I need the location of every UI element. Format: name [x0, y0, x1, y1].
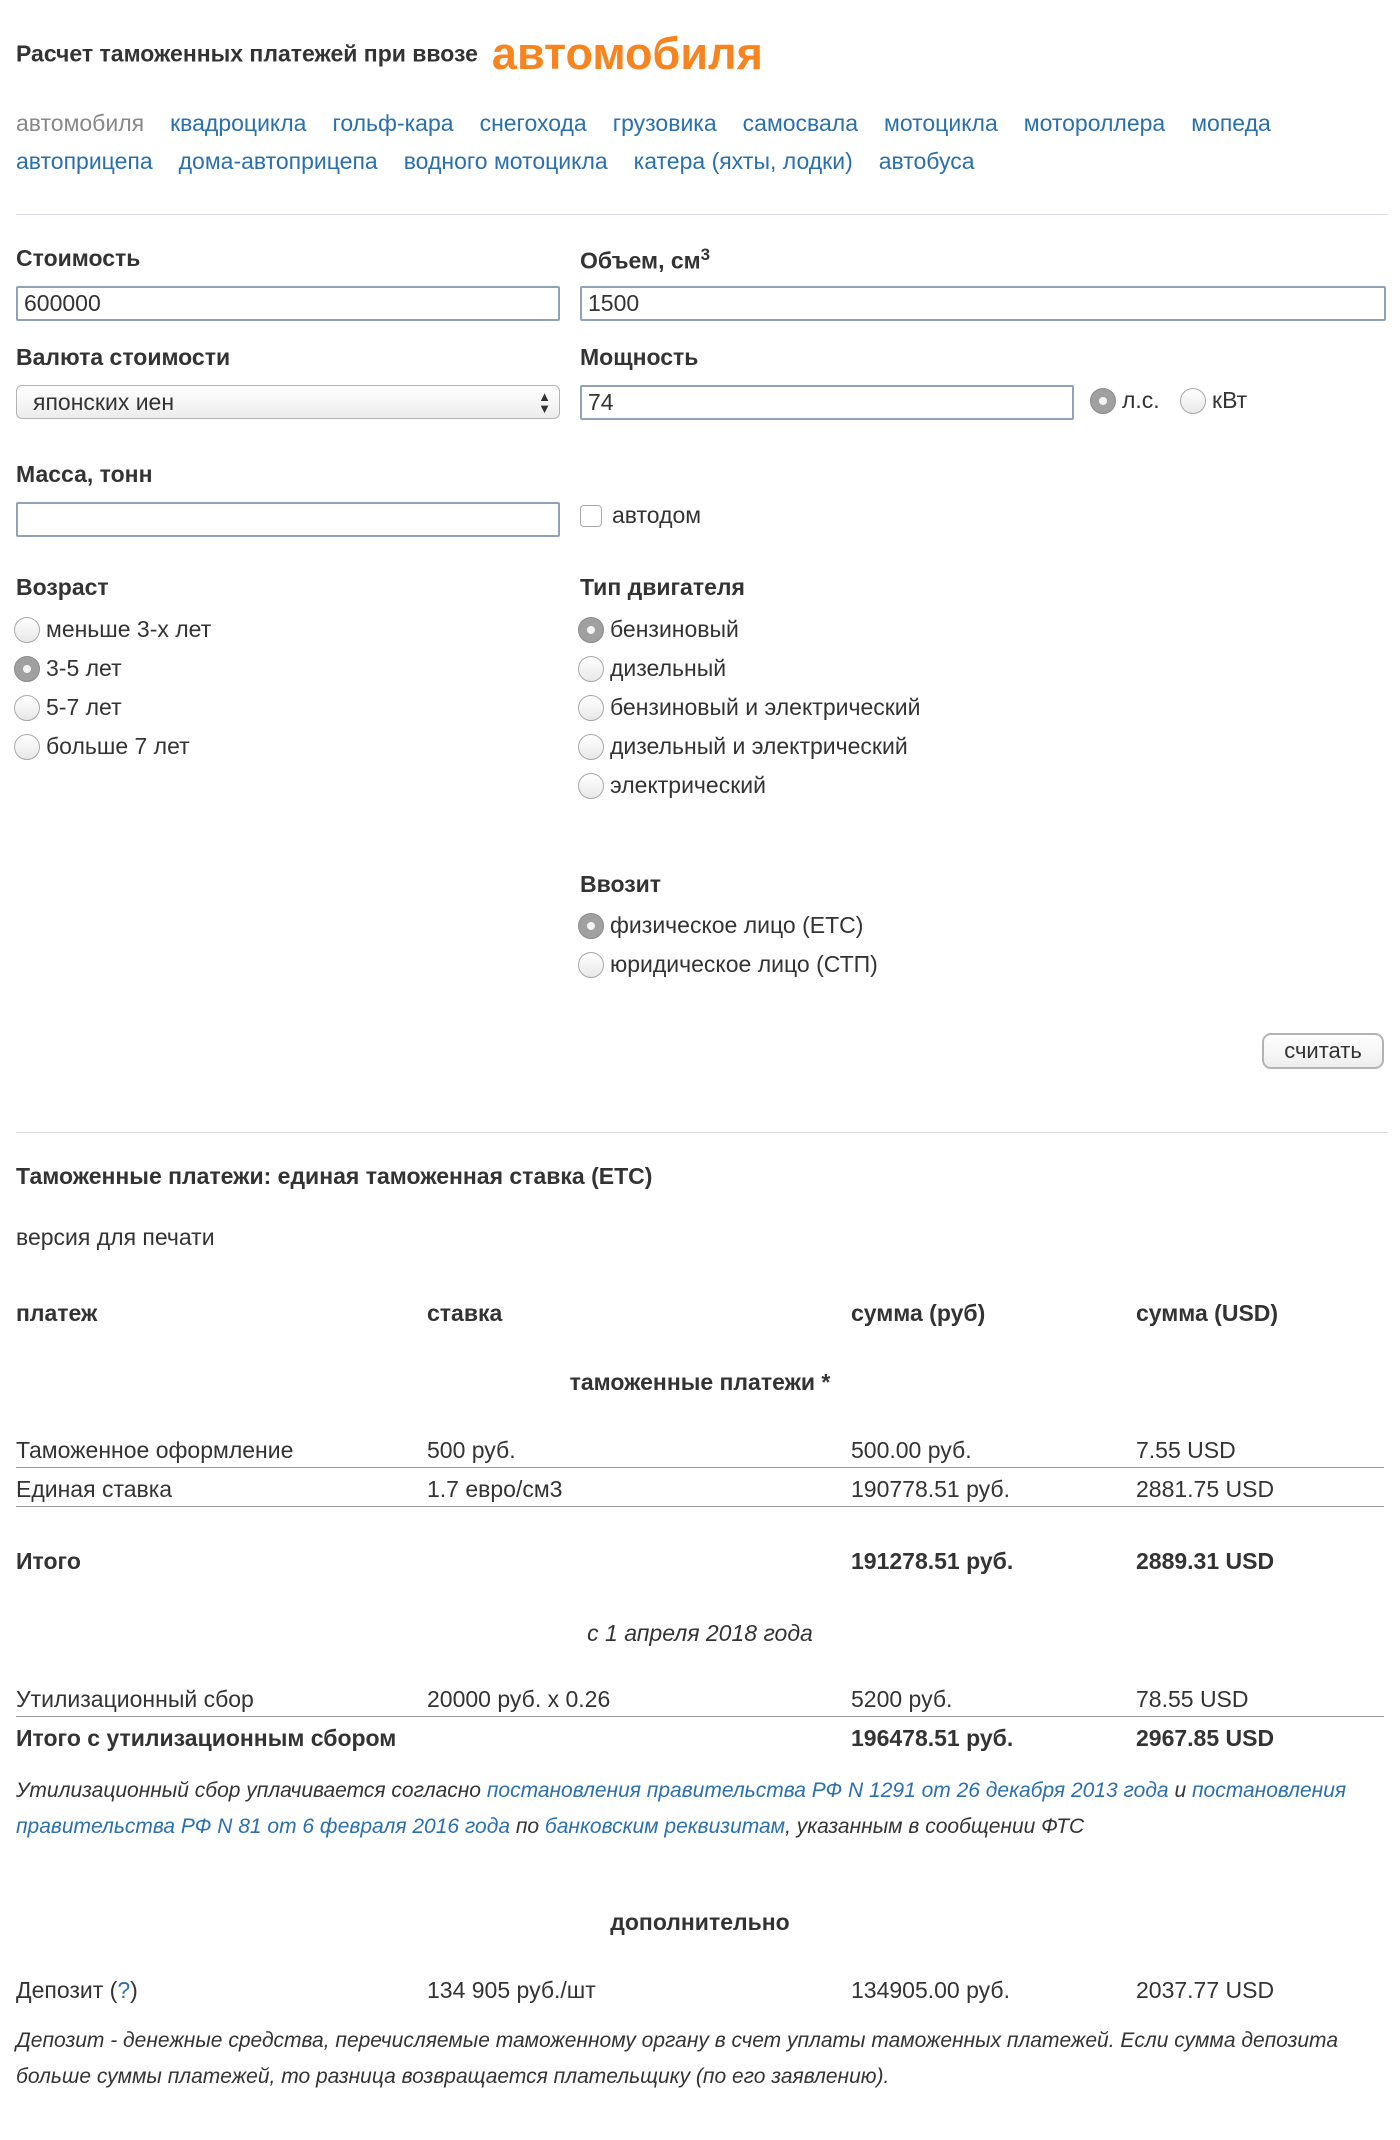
engine-radio[interactable]: [578, 734, 604, 760]
volume-label-sup: 3: [700, 245, 711, 264]
vehicle-type-dump-truck[interactable]: самосвала: [742, 110, 859, 136]
table-row-usd: 2881.75 USD: [1136, 1476, 1275, 1502]
engine-option[interactable]: [578, 616, 739, 643]
vehicle-type-camper-trailer[interactable]: дома-автоприцепа: [178, 148, 378, 174]
power-label: Мощность: [580, 344, 699, 370]
since-date-note: с 1 апреля 2018 года: [587, 1620, 813, 1646]
results-heading: Таможенные платежи: единая таможенная ставка (ЕТС): [16, 1163, 653, 1189]
importer-label: Ввозит: [580, 871, 662, 897]
vehicle-type-moped[interactable]: мопеда: [1191, 110, 1271, 136]
power-unit-kw-radio[interactable]: [1180, 388, 1206, 414]
engine-option[interactable]: [578, 694, 921, 721]
engine-option-label: электрический: [610, 772, 766, 798]
bank-details-link[interactable]: банковским реквизитам: [544, 1815, 786, 1838]
total-usd: 2889.31 USD: [1136, 1548, 1275, 1574]
table-row-name: Таможенное оформление: [16, 1437, 294, 1463]
engine-radio[interactable]: [578, 656, 604, 682]
engine-option[interactable]: [578, 772, 766, 799]
row-divider: [16, 1467, 1384, 1468]
mass-label: Масса, тонн: [16, 461, 153, 487]
decree-1291-link[interactable]: постановления правительства РФ N 1291 от 26 декабря 2013 года: [486, 1779, 1169, 1802]
recycling-fee-rub: 5200 руб.: [851, 1686, 953, 1712]
importer-option[interactable]: [578, 951, 878, 978]
vehicle-type-bus[interactable]: автобуса: [878, 148, 975, 174]
vehicle-type-scooter[interactable]: мотороллера: [1023, 110, 1166, 136]
volume-label: [580, 245, 710, 275]
deposit-usd: 2037.77 USD: [1136, 1977, 1275, 2003]
deposit-name-text: Депозит (: [16, 1977, 118, 2003]
total-with-recycling-name: Итого с утилизационным сбором: [16, 1725, 397, 1751]
age-option-label: 5-7 лет: [46, 694, 122, 720]
age-radio[interactable]: [14, 695, 40, 721]
table-row-usd: 7.55 USD: [1136, 1437, 1236, 1463]
currency-select-value: японских иен: [33, 389, 175, 415]
table-row-rub: 190778.51 руб.: [851, 1476, 1010, 1502]
age-option[interactable]: [14, 694, 122, 721]
decree-81-link[interactable]: постановления правительства РФ N 81 от 6 февраля 2016 года: [16, 1779, 1347, 1838]
recycling-note-text: и: [1168, 1779, 1192, 1802]
currency-select[interactable]: [16, 385, 560, 419]
section-customs-payments: таможенные платежи *: [569, 1369, 831, 1395]
power-unit-hp-label: л.с.: [1122, 387, 1160, 413]
mass-input[interactable]: [16, 502, 560, 537]
deposit-rub: 134905.00 руб.: [851, 1977, 1010, 2003]
age-radio[interactable]: [14, 617, 40, 643]
page-title-prefix: Расчет таможенных платежей при ввозе: [16, 40, 478, 67]
recycling-note-text: по: [510, 1815, 545, 1838]
total-name: Итого: [16, 1548, 81, 1574]
column-header-rub: сумма (руб): [851, 1300, 986, 1326]
motorhome-option[interactable]: [580, 502, 701, 529]
deposit-help-link[interactable]: ?: [117, 1977, 131, 2003]
power-unit-hp-radio[interactable]: [1090, 388, 1116, 414]
importer-radio[interactable]: [578, 913, 604, 939]
age-option-label: меньше 3-х лет: [46, 616, 212, 642]
deposit-note: Депозит - денежные средства, перечисляемые таможенному органу в счет уплаты таможенных платежей. Если сумма депозита больше суммы платежей, то разница возвращается плательщику (по его заявлению).: [16, 2029, 1338, 2088]
motorhome-checkbox[interactable]: [580, 505, 602, 527]
age-option-label: 3-5 лет: [46, 655, 122, 681]
engine-radio[interactable]: [578, 773, 604, 799]
importer-option-label: физическое лицо (ЕТС): [610, 912, 864, 938]
total-rub: 191278.51 руб.: [851, 1548, 1014, 1574]
calculate-button[interactable]: считать: [1262, 1033, 1384, 1069]
engine-option-label: дизельный и электрический: [610, 733, 908, 759]
cost-input[interactable]: [16, 286, 560, 321]
row-divider: [16, 1716, 1384, 1717]
total-with-recycling-usd: 2967.85 USD: [1136, 1725, 1275, 1751]
vehicle-type-jet-ski[interactable]: водного мотоцикла: [403, 148, 608, 174]
power-unit-kw-option[interactable]: [1180, 387, 1247, 414]
age-option-label: больше 7 лет: [46, 733, 190, 759]
vehicle-type-snowmobile[interactable]: снегохода: [479, 110, 587, 136]
vehicle-type-car: автомобиля: [16, 110, 145, 136]
age-radio[interactable]: [14, 734, 40, 760]
recycling-fee-name: Утилизационный сбор: [16, 1686, 254, 1712]
print-version-link[interactable]: версия для печати: [16, 1224, 215, 1250]
column-header-usd: сумма (USD): [1136, 1300, 1279, 1326]
table-row-rub: 500.00 руб.: [851, 1437, 972, 1463]
engine-option[interactable]: [578, 733, 908, 760]
vehicle-type-golf-cart[interactable]: гольф-кара: [332, 110, 454, 136]
divider-results: [16, 1132, 1388, 1133]
engine-radio[interactable]: [578, 617, 604, 643]
deposit-name-end: ): [130, 1977, 138, 2003]
importer-option-label: юридическое лицо (СТП): [610, 951, 878, 977]
age-option[interactable]: [14, 655, 122, 682]
motorhome-label: автодом: [612, 502, 702, 528]
importer-radio[interactable]: [578, 952, 604, 978]
engine-option-label: бензиновый: [610, 616, 739, 642]
volume-input[interactable]: [580, 286, 1386, 321]
recycling-note-text: , указанным в сообщении ФТС: [785, 1815, 1085, 1838]
divider-top: [16, 214, 1388, 215]
engine-radio[interactable]: [578, 695, 604, 721]
vehicle-type-truck[interactable]: грузовика: [612, 110, 717, 136]
vehicle-type-boat[interactable]: катера (яхты, лодки): [633, 148, 853, 174]
age-option[interactable]: [14, 733, 190, 760]
select-arrows-icon: ▲ ▼: [538, 389, 551, 416]
importer-option[interactable]: [578, 912, 863, 939]
engine-option-label: дизельный: [610, 655, 727, 681]
age-label: Возраст: [16, 574, 109, 600]
total-with-recycling-rub: 196478.51 руб.: [851, 1725, 1014, 1751]
engine-label: Тип двигателя: [580, 574, 745, 600]
table-row-rate: 1.7 евро/см3: [427, 1476, 563, 1502]
page-title-vehicle: автомобиля: [491, 28, 763, 79]
page-title: [16, 28, 763, 80]
section-additional: дополнительно: [610, 1909, 790, 1935]
vehicle-type-motorcycle[interactable]: мотоцикла: [884, 110, 998, 136]
volume-label-text: Объем, см: [580, 247, 701, 274]
vehicle-type-nav: [16, 104, 1386, 180]
column-header-payment: платеж: [16, 1300, 98, 1326]
age-radio[interactable]: [14, 656, 40, 682]
power-unit-kw-label: кВт: [1212, 387, 1248, 413]
row-divider: [16, 1506, 1384, 1507]
recycling-note-text: Утилизационный сбор уплачивается согласно: [16, 1779, 487, 1802]
recycling-fee-rate: 20000 руб. x 0.26: [427, 1686, 611, 1712]
table-row-rate: 500 руб.: [427, 1437, 516, 1463]
cost-label: Стоимость: [16, 245, 141, 271]
recycling-fee-usd: 78.55 USD: [1136, 1686, 1249, 1712]
vehicle-type-quad[interactable]: квадроцикла: [170, 110, 307, 136]
power-input[interactable]: [580, 385, 1074, 420]
table-row-name: Единая ставка: [16, 1476, 173, 1502]
column-header-rate: ставка: [427, 1300, 503, 1326]
deposit-name: [16, 1977, 138, 2004]
age-option[interactable]: [14, 616, 211, 643]
vehicle-type-trailer[interactable]: автоприцепа: [16, 148, 153, 174]
power-unit-hp-option[interactable]: [1090, 387, 1160, 414]
currency-label: Валюта стоимости: [16, 344, 231, 370]
deposit-rate: 134 905 руб./шт: [427, 1977, 596, 2003]
engine-option[interactable]: [578, 655, 726, 682]
recycling-note: [16, 1773, 1386, 1845]
engine-option-label: бензиновый и электрический: [610, 694, 921, 720]
